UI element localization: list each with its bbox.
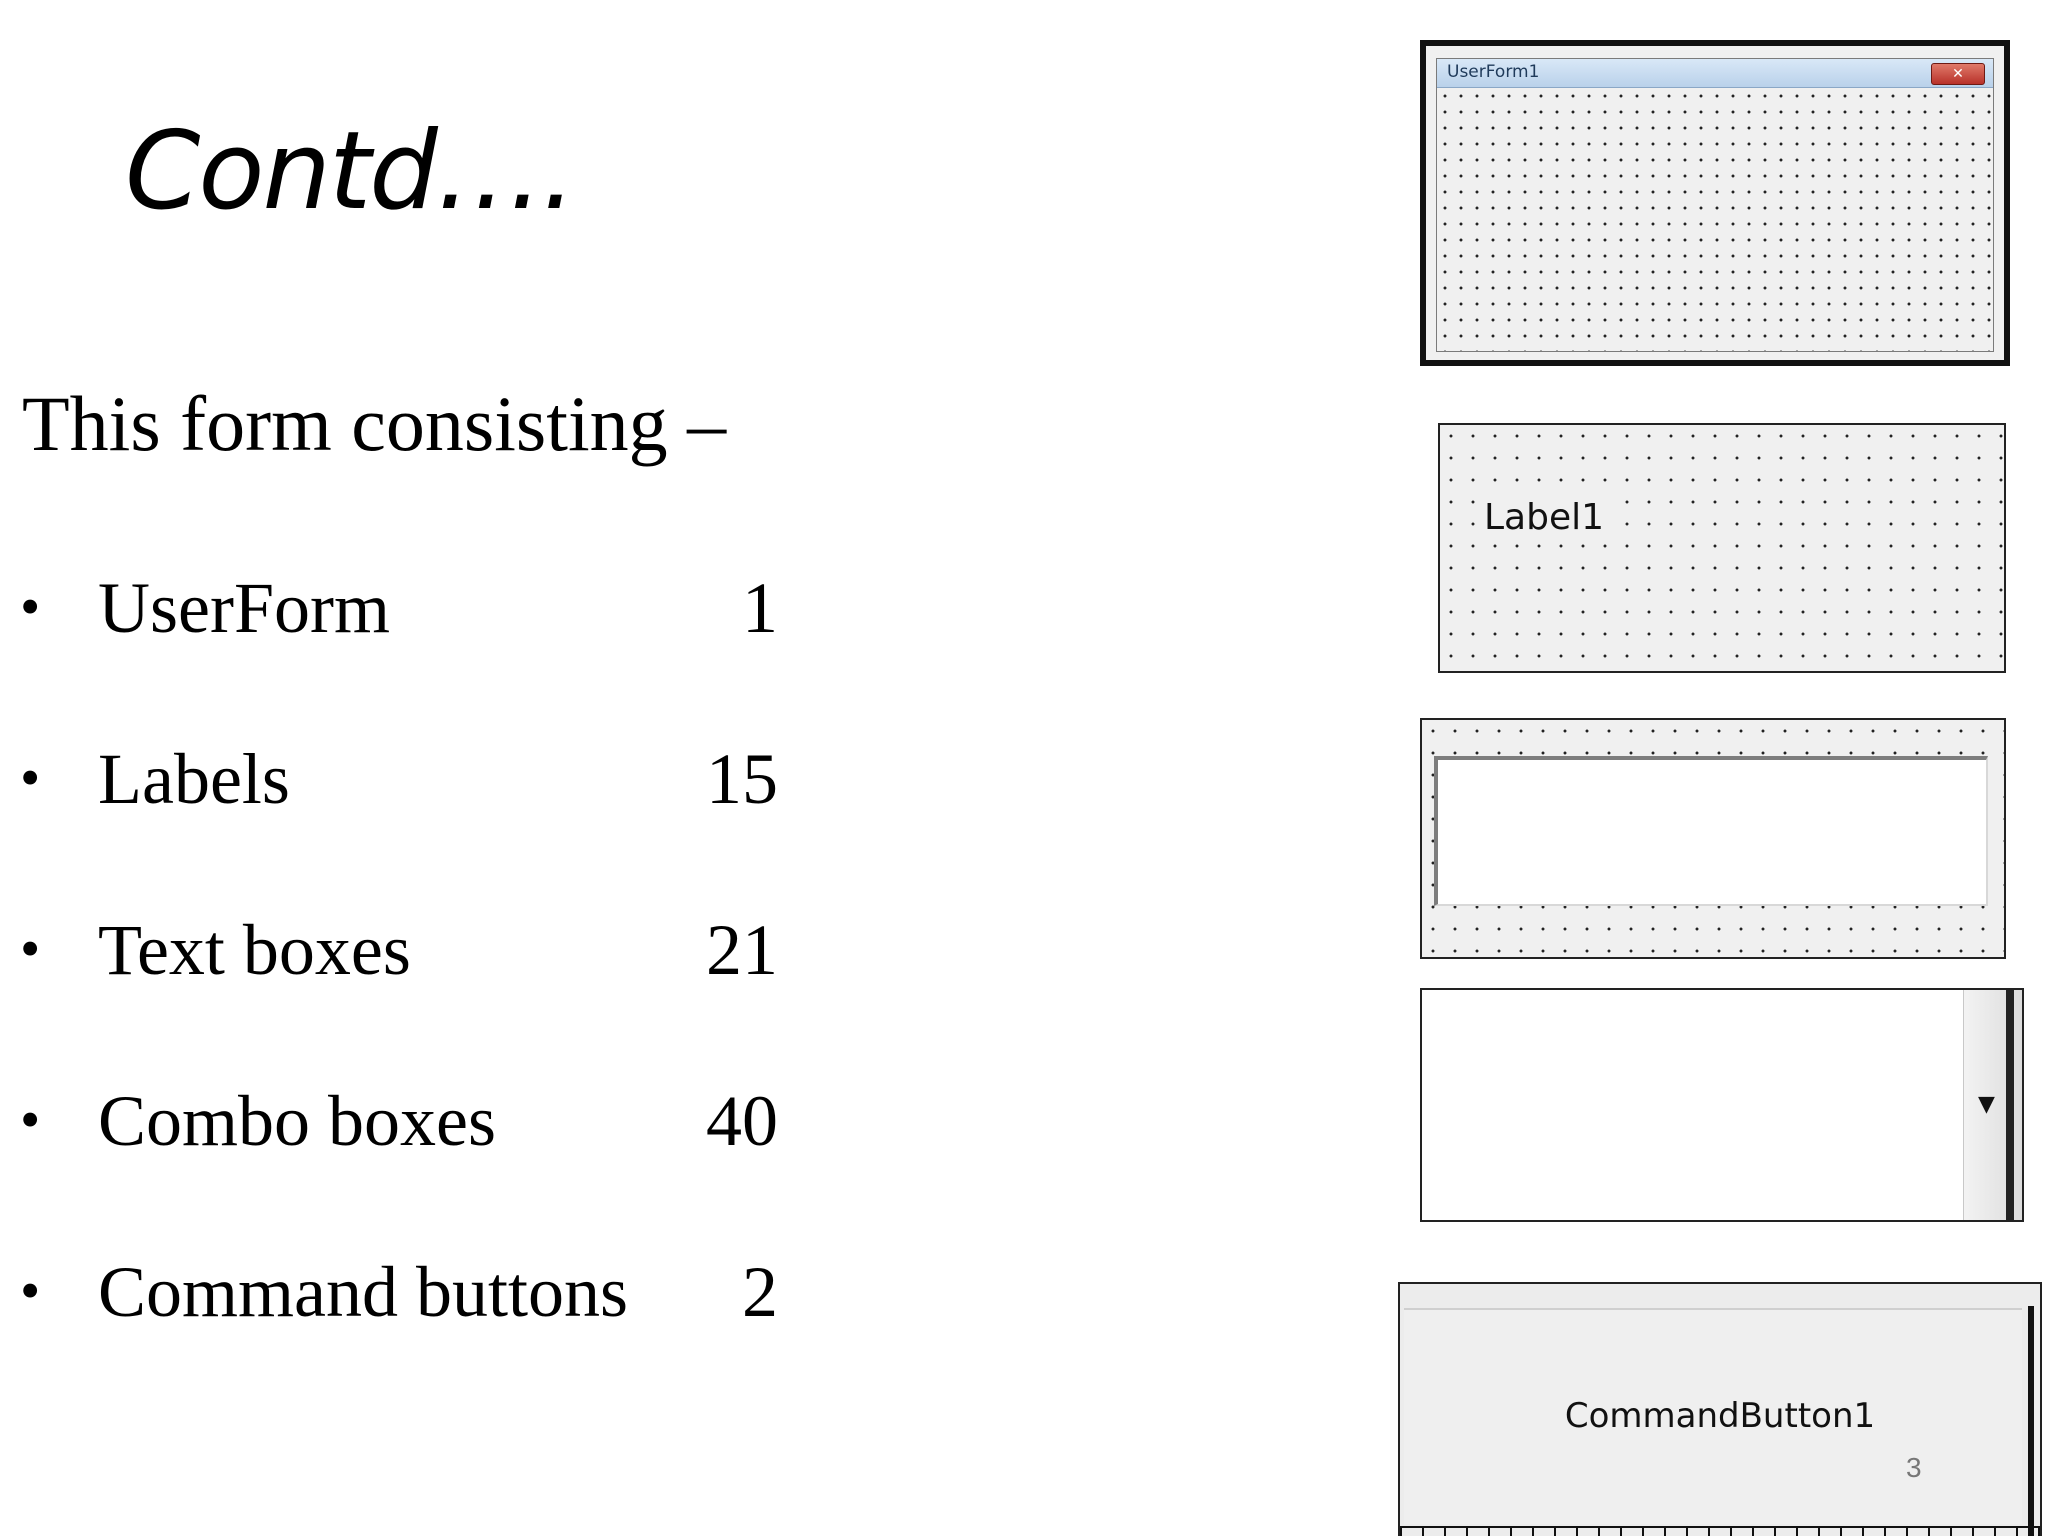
combobox-dropdown-button [1963,990,2022,1220]
page-number: 3 [1906,1452,1922,1483]
list-item [0,568,800,662]
bullet-icon: • [20,1087,41,1152]
bullet-icon: • [20,574,41,639]
bullet-count: 40 [706,1081,778,1161]
textbox-control-sample [1420,718,2006,959]
combobox-control-sample [1420,988,2024,1222]
design-grid-ruler [1400,1526,2040,1536]
userform-sample [1420,40,2010,366]
list-item [0,1081,800,1175]
bullet-count: 1 [742,568,778,648]
bullet-count: 15 [706,739,778,819]
bullet-icon: • [20,916,41,981]
list-item [0,1252,800,1346]
list-item [0,910,800,1004]
bullet-icon: • [20,1258,41,1323]
userform-title: UserForm1 [1447,62,1540,82]
userform-titlebar [1437,59,1993,88]
textbox-field [1434,756,1988,906]
label-caption: Label1 [1480,497,1608,538]
bullet-label: Labels [98,739,290,819]
list-item [0,739,800,833]
bullet-count: 21 [706,910,778,990]
userform-design-grid [1437,88,1993,351]
commandbutton-caption: CommandButton1 [1564,1396,1876,1436]
bullet-count: 2 [742,1252,778,1332]
chevron-down-icon: ▼ [1978,1092,1995,1117]
bullet-label: Text boxes [98,910,411,990]
userform-window [1436,58,1994,352]
close-icon: ✕ [1931,63,1985,85]
bullet-icon: • [20,745,41,810]
label-control-sample [1438,423,2006,673]
commandbutton-control-sample [1398,1282,2042,1536]
bullet-label: Command buttons [98,1252,629,1332]
intro-text: This form consisting – [22,380,727,467]
bullet-label: Combo boxes [98,1081,497,1161]
slide-title: Contd…. [125,109,575,234]
bullet-label: UserForm [98,568,390,648]
